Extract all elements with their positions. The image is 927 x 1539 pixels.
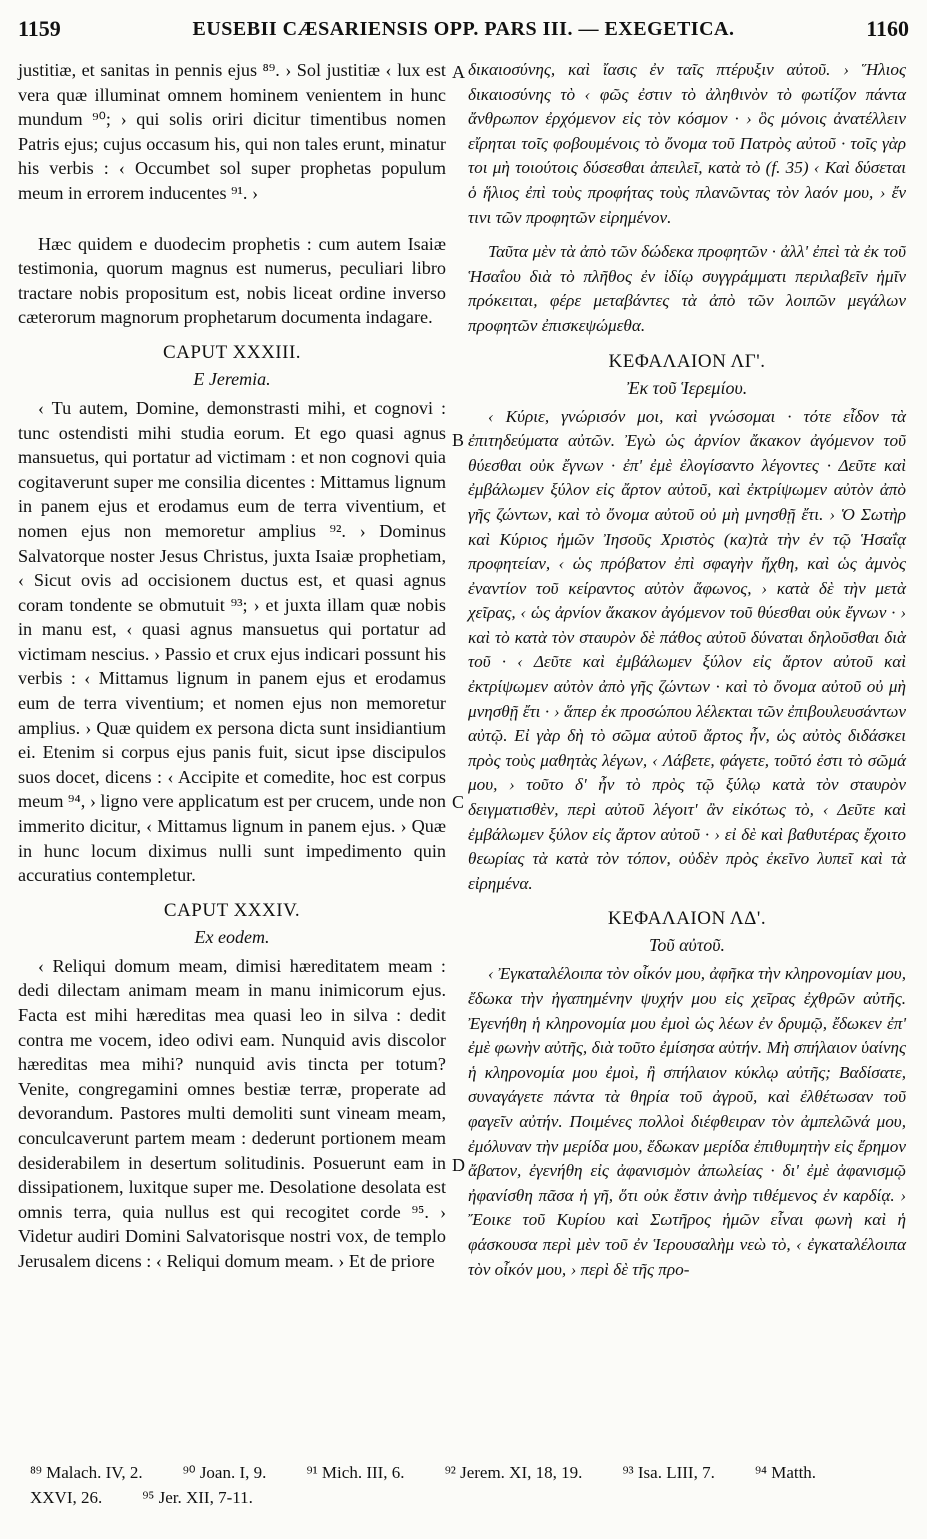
- greek-chapter-33-heading: ΚΕΦΑΛΑΙΟΝ ΛΓ'.: [608, 350, 766, 372]
- latin-chapter-33-heading: CAPUT XXXIII.: [162, 341, 302, 363]
- greek-chapter-34-heading: ΚΕΦΑΛΑΙΟΝ ΛΔ'.: [607, 908, 767, 930]
- footnote: ⁹¹ Mich. III, 6.: [306, 1463, 405, 1482]
- latin-paragraph-3: ‹ Tu autem, Domine, demonstrasti mihi, et cognovi : tunc ostendisti mihi studia eorum. Et ego quasi agnus mansuetus, qui portatur ad victimam : et non cognovi quia cogitaverunt super me consilia dicentes : Mittamus lignum in panem ejus et erodamus eum de terra viventium, et nomen ejus non memoretur amplius ⁹². › Dominus Salvatorque noster Jesus Christus, juxta Isaiæ prophetiam, ‹ Sicut ovis ad occisionem ductus est, et quasi agnus coram tondente se obmutuit ⁹³; › et juxta illam quæ nobis in manu est, ‹ quasi agnus mansuetus qui portatur ad victimam nescius. › Passio et crux ejus indicari possunt his verbis : ‹ Mittamus lignum in panem ejus et erodamus eum de terra viventium; et nomen ejus non memoretur amplius. › Quæ quidem ex persona dicta sunt insidiantium ei. Etenim si corpus ejus panis fuit, sicut ipse discipulos suos docet, dicens : ‹ Accipite et comedite, hoc est corpus meum ⁹⁴, › ligno vere applicatum est per crucem, unde non immerito dicitur, ‹ Mittamus lignum in panem ejus. › Quæ in hunc locum diximus nulli sunt impedimento quin accuratius contempletur.: [18, 397, 446, 886]
- latin-paragraph-4: ‹ Reliqui domum meam, dimisi hæreditatem meam : dedi dilectam animam meam in manu inimicorum ejus. Facta est mihi hæreditas mea quasi leo in silva : dedit contra me vocem, ideo odivi eam. Nunquid avis discolor hæreditas mea mihi? nunquid avis tincta per totum? Venite, congregamini omnes bestiæ terræ, properate ad devorandum. Pastores multi demoliti sunt vineam meam, conculcaverunt partem meam : dederunt portionem meam desiderabilem in desertum solitudinis. Posuerunt eam in dissipationem, luxitque super me. Desolatione desolata est omnis terra, quia nullus est qui recogitet corde ⁹⁵. › Videtur audiri Domini Salvatorisque nostri vox, de templo Jerusalem dicens : ‹ Reliqui domum meam. › Et de priore: [18, 955, 446, 1271]
- greek-chapter-33-subtitle: Ἐκ τοῦ Ἱερεμίου.: [626, 377, 748, 398]
- greek-chapter-34-subtitle: Τοῦ αὐτοῦ.: [648, 935, 726, 956]
- latin-chapter-34-subtitle: Ex eodem.: [194, 926, 270, 947]
- greek-paragraph-2: Ταῦτα μὲν τὰ ἀπὸ τῶν δώδεκα προφητῶν · ἀλλ' ἐπεὶ τὰ ἐκ τοῦ Ἡσαΐου διὰ τὸ πλῆθος ἐν ἰδίῳ συγγράμματι περιλαβεῖν ἡμῖν πρόκειται, φέρε μεταβάντες τὰ ἀπὸ τῶν λοιπῶν μεγάλων προφητῶν ἐπισκεψώμεθα.: [468, 242, 906, 335]
- margin-letter-a: A: [452, 62, 465, 82]
- latin-paragraph-1: justitiæ, et sanitas in pennis ejus ⁸⁹. › Sol justitiæ ‹ lux est vera quæ illuminat omnem hominem venientem in hunc mundum ⁹⁰; › qui solis oriri dicitur timentibus nomen Patris ejus; cujus occasum his, qui non tales erunt, minatur his verbis : ‹ Occumbet sol super prophetas populum meum in errorem inducentes ⁹¹. ›: [18, 60, 446, 203]
- greek-paragraph-1: δικαιοσύνης, καὶ ἴασις ἐν ταῖς πτέρυξιν αὐτοῦ. › Ἥλιος δικαιοσύνης τὸ ‹ φῶς ἐστιν τὸ ἀληθινὸν τὸ φωτίζον πάντα ἄνθρωπον ἐρχόμενον εἰς τὸν κόσμον · › ὃς μόνοις ἀνατέλλειν εἴρηται τοῖς φοβουμένοις τὸ ὄνομα τοῦ Πατρὸς αὐτοῦ · τοῖς γὰρ τοι μὴ τοιούτοις δύσεσθαι ἀπειλεῖ, κατὰ τὸ (f. 35) ‹ Καὶ δύσεται ὁ ἥλιος ἐπὶ τοὺς προφήτας τοὺς πλανῶντας τὸν λαόν μου, › ἔν τινι τῶν προφητῶν εἰρημένον.: [468, 60, 906, 227]
- greek-paragraph-3: ‹ Κύριε, γνώρισόν μοι, καὶ γνώσομαι · τότε εἶδον τὰ ἐπιτηδεύματα αὐτῶν. Ἐγὼ ὡς ἀρνίον ἄκακον ἀγόμενον τοῦ θύεσθαι οὐκ ἔγνων · ἐπ' ἐμὲ ἐλογίσαντο λέγοντες · Δεῦτε καὶ ἐμβάλωμεν ξύλον εἰς ἄρτον αὐτοῦ, καὶ ἐκτρίψωμεν αὐτὸν ἀπὸ γῆς ζώντων, καὶ τὸ ὄνομα αὐτοῦ οὐ μὴ μνησθῇ ἔτι. › Ὁ Σωτὴρ καὶ Κύριος ἡμῶν Ἰησοῦς Χριστὸς (κα)τὰ τὴν ἐν τῷ Ἡσαΐᾳ προφητείαν, ‹ ὡς πρόβατον ἐπὶ σφαγὴν ἤχθη, καὶ ὡς ἀμνὸς ἐναντίον τοῦ κείραντος αὐτὸν ἄφωνος, › κατὰ δὲ τὴν μετὰ χεῖρας, ‹ ὡς ἀρνίον ἄκακον ἀγόμενον τοῦ θύεσθαι οὐκ ἔγνων · › καὶ τὸ κατὰ τὸν σταυρὸν δὲ πάθος αὐτοῦ δύναται δηλοῦσθαι διὰ τοῦ · ‹ Δεῦτε καὶ ἐμβάλωμεν ξύλον εἰς ἄρτον αὐτοῦ καὶ ἐκτρίψωμεν αὐτὸν ἀπὸ γῆς ζώντων · καὶ τὸ ὄνομα αὐτοῦ οὐ μὴ μνησθῇ ἔτι · › ἅπερ ἐκ προσώπου λέλεκται τῶν ἐπιβουλευσάντων αὐτῷ. Εἰ γὰρ δὴ τὸ σῶμα αὐτοῦ ἄρτος ἦν, ὡς αὐτὸς διδάσκει πρὸς τοὺς μαθητὰς λέγων, ‹ Λάβετε, φάγετε, τοῦτό ἐστι τὸ σῶμά μου, › τοῦτο δ' ἦν τὸ πρὸς τῷ ξύλῳ κατὰ τὸν σταυρὸν δειγματισθὲν, περὶ αὐτοῦ λέγοιτ' ἂν εἰκότως τὸ, ‹ Δεῦτε καὶ ἐμβάλωμεν ξύλον εἰς ἄρτον αὐτοῦ · › εἰ δὲ καὶ βαθυτέρας ἔχοιτο θεωρίας τὰ κατὰ τὸν τόπον, οὐδὲν πρὸς ἐκεῖνο λυπεῖ καὶ τὰ εἰρημένα.: [468, 406, 906, 893]
- footnote: XXVI, 26.: [30, 1488, 103, 1507]
- margin-letter-d: D: [452, 1155, 465, 1175]
- page-number-right: 1160: [866, 16, 909, 41]
- latin-chapter-33-subtitle: E Jeremia.: [193, 368, 271, 389]
- latin-paragraph-2: Hæc quidem e duodecim prophetis : cum autem Isaiæ testimonia, quorum magnus est numerus, peculiari libro tractare nobis propositum est, nobis liceat ordine inverso cæterorum magnorum prophetarum documenta indagare.: [18, 233, 446, 328]
- spacer: [18, 216, 446, 232]
- footnote: ⁹⁵ Jer. XII, 7-11.: [142, 1488, 253, 1507]
- greek-column: [468, 58, 906, 1292]
- footnote: ⁹² Jerem. XI, 18, 19.: [444, 1463, 583, 1482]
- footnote-line-2: [30, 1485, 909, 1510]
- page-number-left: 1159: [18, 16, 61, 41]
- footnote-line-1: [30, 1460, 909, 1485]
- footnote: ⁹³ Isa. LIII, 7.: [622, 1463, 715, 1482]
- footnote: ⁹⁴ Matth.: [755, 1463, 817, 1482]
- greek-paragraph-4: ‹ Ἐγκαταλέλοιπα τὸν οἶκόν μου, ἀφῆκα τὴν κληρονομίαν μου, ἔδωκα τὴν ἠγαπημένην ψυχήν μου εἰς χεῖρας ἐχθρῶν αὐτῆς. Ἐγενήθη ἡ κληρονομία μου ἐμοὶ ὡς λέων ἐν δρυμῷ, ἔδωκεν ἐπ' ἐμὲ φωνὴν αὐτῆς, διὰ τοῦτο ἐμίσησα αὐτήν. Μὴ σπήλαιον ὑαίνης ἡ κληρονομία μου ἐμοὶ, ἢ σπήλαιον κύκλῳ αὐτῆς; Βαδίσατε, συναγάγετε πάντα τὰ θηρία τοῦ ἀγροῦ, καὶ ἐλθέτωσαν τοῦ φαγεῖν αὐτήν. Ποιμένες πολλοὶ διέφθειραν τὸν ἀμπελῶνά μου, ἐμόλυναν τὴν μερίδα μου, ἔδωκαν μερίδα ἐπιθυμητὴν εἰς ἔρημον ἄβατον, ἐγενήθη εἰς ἀφανισμὸν ἀπωλείας · δι' ἐμὲ ἀφανισμῷ ἠφανίσθη πᾶσα ἡ γῆ, ὅτι οὐκ ἔστιν ἀνὴρ τιθέμενος ἐν καρδίᾳ. › Ἔοικε τοῦ Κυρίου καὶ Σωτῆρος ἡμῶν εἶναι φωνὴ καὶ ἡ φάσκουσα περὶ μὲν τοῦ ἐν Ἱερουσαλὴμ νεὼ τὸ, ‹ ἐγκαταλέλοιπα τὸν οἶκόν μου, › περὶ δὲ τῆς προ-: [468, 964, 906, 1279]
- footnote: ⁹⁰ Joan. I, 9.: [182, 1463, 267, 1482]
- running-title: EUSEBII CÆSARIENSIS OPP. PARS III. — EXEGETICA.: [192, 18, 735, 40]
- margin-letter-c: C: [452, 792, 465, 812]
- footnotes: [30, 1460, 909, 1510]
- latin-chapter-34-heading: CAPUT XXXIV.: [163, 899, 301, 921]
- footnote: ⁸⁹ Malach. IV, 2.: [30, 1463, 143, 1482]
- latin-column: [18, 58, 446, 1284]
- running-header: [18, 12, 909, 46]
- margin-letter-b: B: [452, 430, 465, 450]
